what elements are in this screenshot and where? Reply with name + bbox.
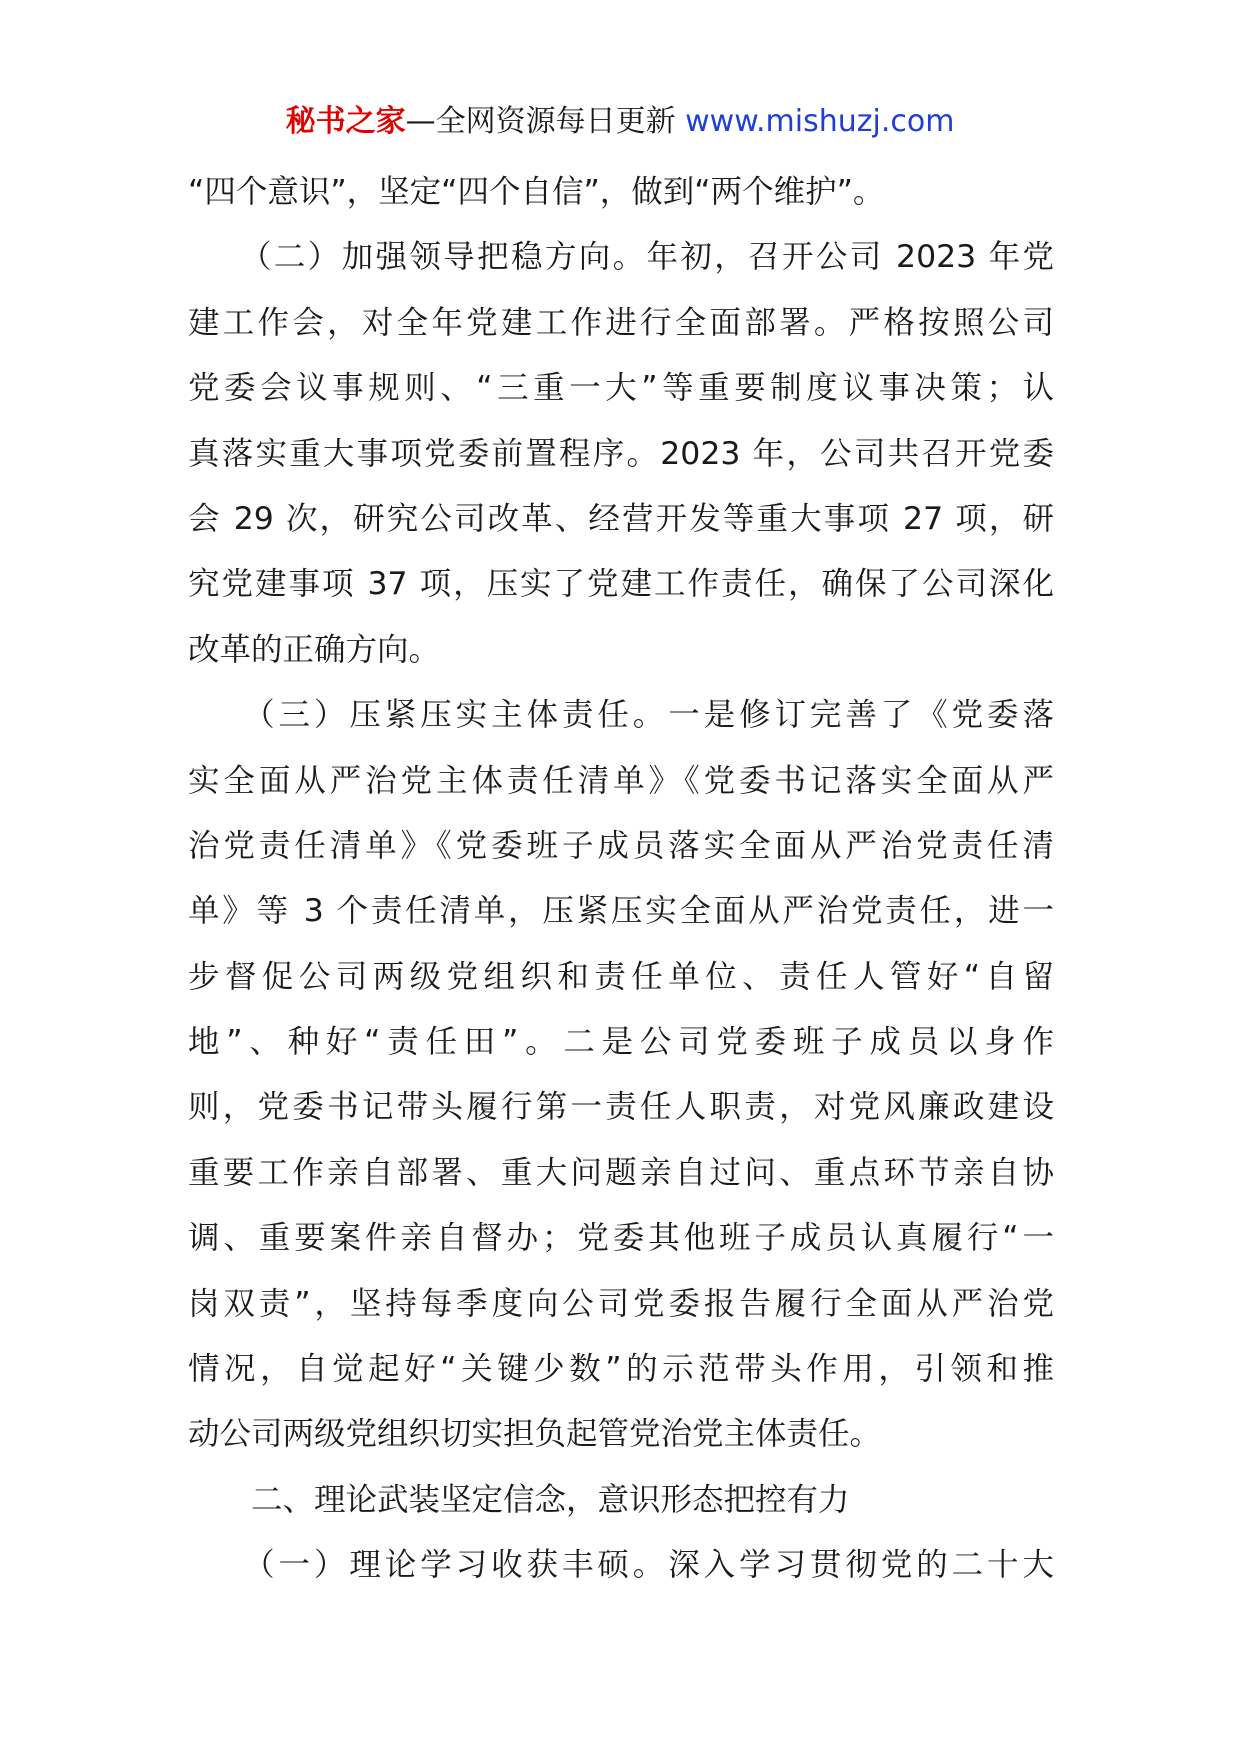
text-line: 治党责任清单》《党委班子成员落实全面从严治党责任清: [188, 827, 1054, 864]
site-header: [0, 100, 1240, 144]
text-line: 究党建事项 37 项，压实了党建工作责任，确保了公司深化: [188, 566, 1054, 603]
text-line: （三）压紧压实主体责任。一是修订完善了《党委落: [188, 697, 1054, 734]
site-tagline: —全网资源每日更新: [405, 104, 686, 139]
text-line: 党委会议事规则、“三重一大”等重要制度议事决策；认: [188, 370, 1054, 407]
document-body: [188, 160, 1054, 1599]
text-line: 实全面从严治党主体责任清单》《党委书记落实全面从严: [188, 762, 1054, 799]
text-line: 则，党委书记带头履行第一责任人职责，对党风廉政建设: [188, 1089, 1054, 1126]
text-line: 岗双责”，坚持每季度向公司党委报告履行全面从严治党: [188, 1285, 1054, 1322]
site-brand: 秘书之家: [285, 104, 406, 139]
text-line: 情况，自觉起好“关键少数”的示范带头作用，引领和推: [188, 1351, 1054, 1388]
section-heading: 二、理论武装坚定信念，意识形态把控有力: [188, 1481, 850, 1518]
text-line: 真落实重大事项党委前置程序。2023 年，公司共召开党委: [188, 435, 1054, 472]
text-line: （一）理论学习收获丰硕。深入学习贯彻党的二十大: [188, 1547, 1054, 1584]
site-url-link[interactable]: www.mishuzj.com: [685, 104, 955, 139]
text-line: 调、重要案件亲自督办；党委其他班子成员认真履行“一: [188, 1220, 1054, 1257]
text-line: 建工作会，对全年党建工作进行全面部署。严格按照公司: [188, 304, 1054, 341]
text-line: 步督促公司两级党组织和责任单位、责任人管好“自留: [188, 958, 1054, 995]
text-line: “四个意识”，坚定“四个自信”，做到“两个维护”。: [188, 174, 885, 210]
text-line: 地”、种好“责任田”。二是公司党委班子成员以身作: [188, 1024, 1054, 1061]
text-line: 会 29 次，研究公司改革、经营开发等重大事项 27 项，研: [188, 500, 1054, 537]
text-line: 动公司两级党组织切实担负起管党治党主体责任。: [188, 1416, 882, 1453]
text-line: 改革的正确方向。: [188, 631, 441, 668]
text-line: 单》等 3 个责任清单，压紧压实全面从严治党责任，进一: [188, 893, 1054, 930]
text-line: （二）加强领导把稳方向。年初，召开公司 2023 年党: [188, 239, 1054, 276]
text-line: 重要工作亲自部署、重大问题亲自过问、重点环节亲自协: [188, 1154, 1054, 1191]
